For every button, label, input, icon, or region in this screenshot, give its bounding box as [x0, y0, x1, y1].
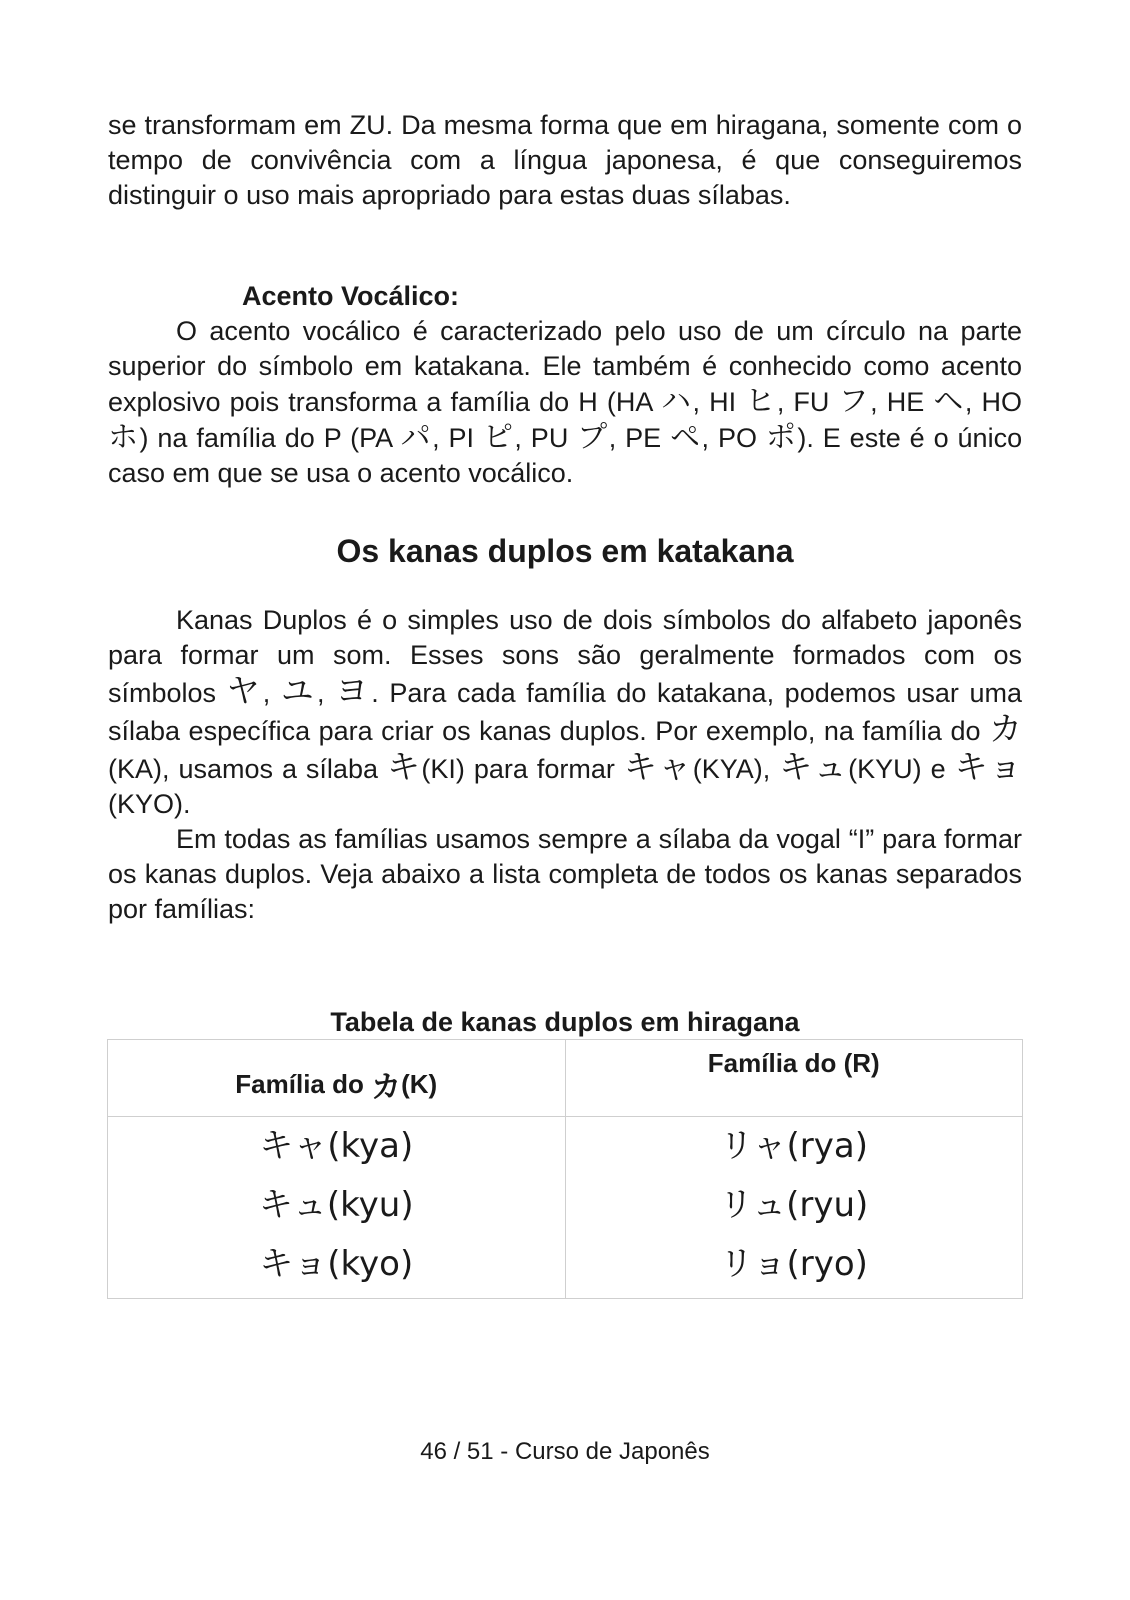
kanas-text-4: (KI) para formar — [421, 754, 624, 784]
kana-yo: ヨ — [335, 671, 372, 710]
accent-sep-he: , HE — [870, 387, 934, 417]
kanas-paragraph-2: Em todas as famílias usamos sempre a sílaba da vogal “I” para formar os kanas duplos. Veja abaixo a lista completa de todos os kanas separados por famílias: — [108, 824, 1022, 924]
kana-yu: ユ — [280, 671, 318, 710]
kana-kya: キャ — [623, 747, 693, 786]
kanas-text-1: Kanas Duplos é o simples uso de dois símbolos do alfabeto japonês para formar um som. Esses sons são geralmente formados com os símbolos — [108, 605, 1022, 708]
kana-row-kyu: キュ(kyu) — [258, 1185, 414, 1225]
kana-kyo: キョ — [954, 747, 1023, 786]
kana-row-ryo: リョ(ryo) — [719, 1244, 868, 1284]
header-k-prefix: Família do — [235, 1068, 364, 1099]
accent-sep-hi: , HI — [692, 387, 746, 417]
header-r-label: Família do (R) — [707, 1048, 880, 1078]
kana-pa: パ — [400, 420, 433, 455]
kanas-paragraph — [108, 603, 1022, 822]
kana-ka: カ — [989, 709, 1022, 748]
table-col-k — [108, 1117, 566, 1299]
kana-ho: ホ — [108, 420, 140, 455]
kanas-comma-1: , — [262, 678, 281, 708]
accent-heading: Acento Vocálico: — [242, 281, 460, 311]
kanas-text-3: (KA), usamos a sílaba — [108, 754, 387, 784]
accent-sep-po: , PO — [701, 423, 766, 453]
accent-sep-pe: , PE — [608, 423, 671, 453]
kanas-comma-2: , — [317, 678, 336, 708]
accent-text-1: O acento vocálico é caracterizado pelo uso de um círculo na parte superior do símbolo em katakana. Ele também é conhecido como acento explosivo pois transforma a família do H (HA — [108, 316, 1022, 417]
kanas-text-7: (KYO). — [108, 789, 191, 819]
kanas-text-5: (KYA), — [692, 754, 780, 784]
page-body — [108, 108, 1022, 1299]
kana-ki: キ — [386, 747, 422, 786]
kana-pe: ペ — [670, 420, 702, 455]
kana-pi: ピ — [482, 420, 515, 455]
kanas-table — [107, 1039, 1023, 1299]
kanas-text-6: (KYU) e — [848, 754, 955, 784]
page-footer: 46 / 51 - Curso de Japonês — [420, 1438, 710, 1465]
kana-kyu: キュ — [779, 747, 849, 786]
kana-pu: プ — [577, 420, 609, 455]
accent-sep-fu: , FU — [776, 387, 839, 417]
kana-row-ryu: リュ(ryu) — [719, 1185, 869, 1225]
accent-text-end: ). E este é o único caso em que se usa o acento vocálico. — [108, 423, 1023, 488]
header-k-label — [108, 1040, 565, 1116]
kana-ha: ハ — [660, 384, 693, 419]
table-header-k — [108, 1040, 566, 1117]
kana-row-rya: リャ(rya) — [719, 1126, 868, 1166]
table-col-r — [565, 1117, 1023, 1299]
header-k-suffix: (K) — [401, 1068, 438, 1099]
accent-sep-pa: ) na família do P (PA — [139, 423, 401, 453]
kana-fu: フ — [838, 384, 871, 419]
kana-row-kya: キャ(kya) — [259, 1126, 414, 1166]
accent-sep-pu: , PU — [514, 423, 578, 453]
accent-paragraph — [108, 314, 1022, 491]
intro-paragraph: se transformam em ZU. Da mesma forma que em hiragana, somente com o tempo de convivência com a língua japonesa, é que conseguiremos distinguir o uso mais apropriado para estas duas sílabas. — [108, 110, 1022, 210]
table-body-row — [108, 1117, 1023, 1299]
kana-row-kyo: キョ(kyo) — [259, 1244, 414, 1284]
table-caption: Tabela de kanas duplos em hiragana — [330, 1007, 800, 1037]
header-k-kana: カ — [371, 1070, 402, 1105]
kana-hi: ヒ — [745, 384, 777, 419]
kana-he: ヘ — [933, 384, 965, 419]
accent-sep-ho: , HO — [964, 387, 1022, 417]
kanas-text-2: . Para cada família do katakana, podemos usar uma sílaba específica para criar os kanas duplos. Por exemplo, na família do — [108, 678, 1023, 746]
table-header-row — [108, 1040, 1023, 1117]
kana-ya: ヤ — [226, 671, 263, 710]
kana-po: ポ — [765, 420, 798, 455]
table-header-r — [565, 1040, 1023, 1117]
accent-sep-pi: , PI — [432, 423, 483, 453]
section-title: Os kanas duplos em katakana — [336, 533, 794, 569]
